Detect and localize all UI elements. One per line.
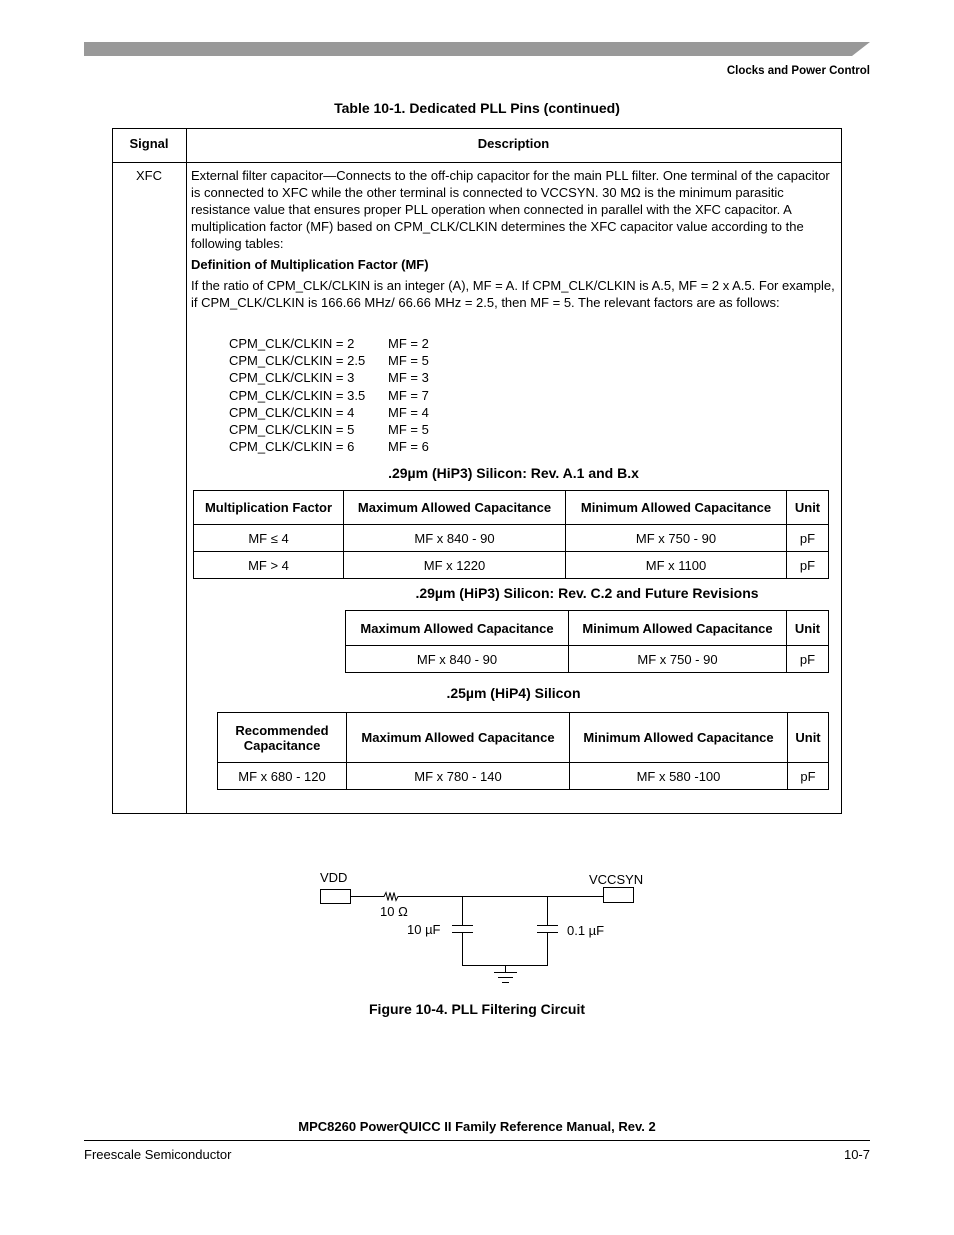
signal-cell: XFC [136, 168, 162, 183]
cap1-label: 10 µF [407, 922, 441, 937]
figure-caption: Figure 10-4. PLL Filtering Circuit [369, 1001, 585, 1017]
table-cell: pF [787, 525, 829, 552]
col-header: Recommended Capacitance [218, 713, 347, 763]
hip3-ab-table [193, 490, 829, 579]
table-cell: MF x 750 - 90 [569, 646, 787, 673]
col-header: Minimum Allowed Capacitance [569, 611, 787, 646]
table-row [194, 525, 829, 552]
mf-value: MF = 3 [388, 370, 429, 386]
footer-rule [84, 1140, 870, 1141]
mf-value: MF = 5 [388, 353, 429, 369]
mf-heading: Definition of Multiplication Factor (MF) [191, 257, 429, 272]
mf-value: MF = 5 [388, 422, 429, 437]
table-cell: MF x 780 - 140 [347, 763, 570, 790]
ratio-value: CPM_CLK/CLKIN = 5 [229, 422, 355, 437]
mf-value: MF = 2 [388, 336, 429, 351]
table-cell: MF x 1220 [344, 552, 566, 579]
hip4-table [217, 712, 829, 790]
section-header: Clocks and Power Control [726, 65, 870, 77]
manual-title: MPC8260 PowerQUICC II Family Reference Manual, Rev. 2 [298, 1119, 656, 1134]
header-bar [0, 0, 954, 60]
col-header: Maximum Allowed Capacitance [347, 713, 570, 763]
vccsyn-pin [604, 888, 634, 903]
company-name: Freescale Semiconductor [84, 1147, 232, 1162]
table-row [194, 552, 829, 579]
col-header: Unit [788, 713, 829, 763]
page-number: 10-7 [843, 1147, 870, 1162]
ratio-value: CPM_CLK/CLKIN = 2 [229, 336, 355, 351]
table-cell: MF ≤ 4 [194, 525, 344, 552]
table-cell: MF x 580 -100 [570, 763, 788, 790]
xfc-description: External filter capacitor—Connects to the off-chip capacitor for the main PLL filter. One terminal of the capacitor is connected to XFC while the other terminal is connected to VCCSYN. 30 MΩ is the minimum parasitic resistance value that ensures proper PLL operation when connected in parallel with the XFC capacitor. A multiplication factor (MF) based on CPM_CLK/CLKIN determines the XFC capacitor value according to the following tables: [191, 168, 830, 251]
col-header: Unit [787, 491, 829, 525]
table-cell: MF x 750 - 90 [566, 525, 787, 552]
resistor-icon [351, 893, 603, 901]
table-cell: pF [787, 646, 829, 673]
ground-icon [494, 965, 517, 983]
vdd-label: VDD [320, 870, 348, 885]
ratio-value: CPM_CLK/CLKIN = 4 [229, 404, 355, 420]
table-row [218, 763, 829, 790]
table-row [346, 646, 829, 673]
table-cell: MF x 840 - 90 [344, 525, 566, 552]
description-header: Description [477, 136, 550, 151]
hip3-c2-table [345, 610, 829, 673]
table-cell: MF x 680 - 120 [218, 763, 347, 790]
capacitor-icon [452, 896, 558, 966]
ratio-value: CPM_CLK/CLKIN = 3 [229, 370, 355, 386]
mf-value: MF = 6 [388, 439, 429, 455]
cap2-label: 0.1 µF [567, 923, 605, 938]
resistor-label: 10 Ω [380, 904, 408, 919]
header-divider [112, 162, 842, 163]
table-cell: MF > 4 [194, 552, 344, 579]
signal-header: Signal [129, 136, 169, 151]
col-header: Minimum Allowed Capacitance [566, 491, 787, 525]
col-header: Multiplication Factor [194, 491, 344, 525]
sub1-title: .29µm (HiP3) Silicon: Rev. A.1 and B.x [388, 465, 639, 481]
col-header: Maximum Allowed Capacitance [346, 611, 569, 646]
mf-value: MF = 4 [388, 404, 429, 420]
mf-definition: If the ratio of CPM_CLK/CLKIN is an integer (A), MF = A. If CPM_CLK/CLKIN is A.5, MF = 2 x A.5. For example, if CPM_CLK/CLKIN is 166.66 MHz/ 66.66 MHz = 2.5, then MF = 5. The relevant factors are as follows: [191, 278, 835, 310]
pll-filter-circuit [0, 850, 954, 1000]
ratio-value: CPM_CLK/CLKIN = 2.5 [229, 353, 366, 369]
ratio-value: CPM_CLK/CLKIN = 6 [229, 439, 355, 455]
mf-value: MF = 7 [388, 387, 429, 403]
table-cell: MF x 840 - 90 [346, 646, 569, 673]
col-header: Unit [787, 611, 829, 646]
table-title: Table 10-1. Dedicated PLL Pins (continued) [334, 100, 620, 116]
sub3-title: .25µm (HiP4) Silicon [446, 685, 581, 701]
table-cell: MF x 1100 [566, 552, 787, 579]
sub2-title: .29µm (HiP3) Silicon: Rev. C.2 and Future Revisions [415, 585, 759, 601]
vdd-pin [321, 890, 351, 904]
col-header: Maximum Allowed Capacitance [344, 491, 566, 525]
vccsyn-label: VCCSYN [589, 872, 644, 887]
ratio-value: CPM_CLK/CLKIN = 3.5 [229, 387, 366, 403]
table-cell: pF [788, 763, 829, 790]
col-header: Minimum Allowed Capacitance [570, 713, 788, 763]
table-cell: pF [787, 552, 829, 579]
